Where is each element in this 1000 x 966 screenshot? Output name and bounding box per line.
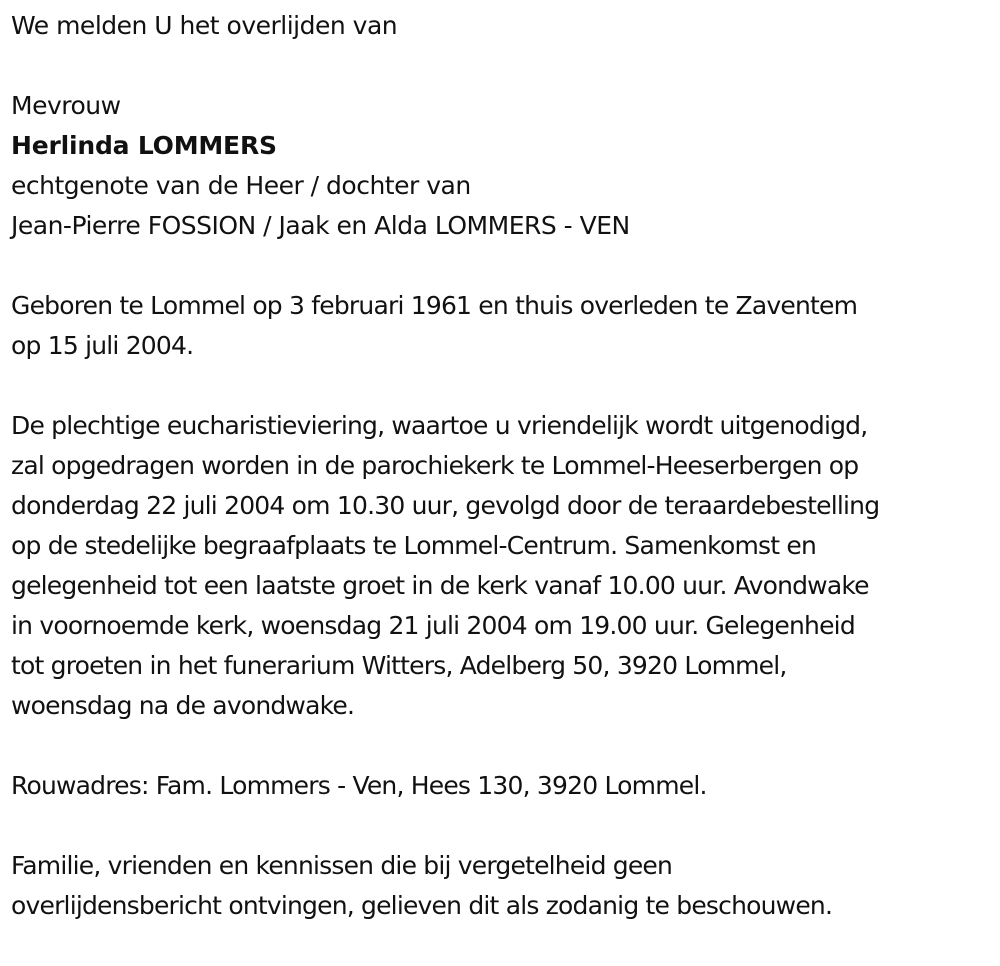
spacer bbox=[11, 366, 996, 406]
spacer bbox=[11, 726, 996, 766]
spacer bbox=[11, 46, 996, 86]
intro-text: We melden U het overlijden van bbox=[11, 11, 398, 40]
paragraph-line: De plechtige eucharistieviering, waartoe u vriendelijk wordt uitgenodigd, bbox=[11, 411, 868, 440]
paragraph-line: Geboren te Lommel op 3 februari 1961 en thuis overleden te Zaventem bbox=[11, 291, 858, 320]
spacer bbox=[11, 246, 996, 286]
spacer bbox=[11, 806, 996, 846]
paragraph-line: op de stedelijke begraafplaats te Lommel-Centrum. Samenkomst en bbox=[11, 531, 817, 560]
paragraph-line: overlijdensbericht ontvingen, gelieven dit als zodanig te beschouwen. bbox=[11, 891, 833, 920]
deceased-name: Herlinda LOMMERS bbox=[11, 131, 277, 160]
paragraph-line: woensdag na de avondwake. bbox=[11, 691, 355, 720]
ceremony-paragraph bbox=[11, 406, 996, 726]
relation-text: echtgenote van de Heer / dochter van bbox=[11, 171, 471, 200]
mourning-address: Rouwadres: Fam. Lommers - Ven, Hees 130, 3920 Lommel. bbox=[11, 771, 707, 800]
paragraph-line: tot groeten in het funerarium Witters, Adelberg 50, 3920 Lommel, bbox=[11, 651, 787, 680]
paragraph-line: gelegenheid tot een laatste groet in de kerk vanaf 10.00 uur. Avondwake bbox=[11, 571, 869, 600]
closing-paragraph bbox=[11, 846, 996, 926]
salutation: Mevrouw bbox=[11, 91, 121, 120]
family-names: Jean-Pierre FOSSION / Jaak en Alda LOMMERS - VEN bbox=[11, 211, 630, 240]
paragraph-line: donderdag 22 juli 2004 om 10.30 uur, gevolgd door de teraardebestelling bbox=[11, 491, 880, 520]
paragraph-line: Familie, vrienden en kennissen die bij vergetelheid geen bbox=[11, 851, 673, 880]
paragraph-line: op 15 juli 2004. bbox=[11, 331, 194, 360]
birth-death-paragraph bbox=[11, 286, 996, 366]
paragraph-line: in voornoemde kerk, woensdag 21 juli 2004 om 19.00 uur. Gelegenheid bbox=[11, 611, 855, 640]
paragraph-line: zal opgedragen worden in de parochiekerk te Lommel-Heeserbergen op bbox=[11, 451, 859, 480]
